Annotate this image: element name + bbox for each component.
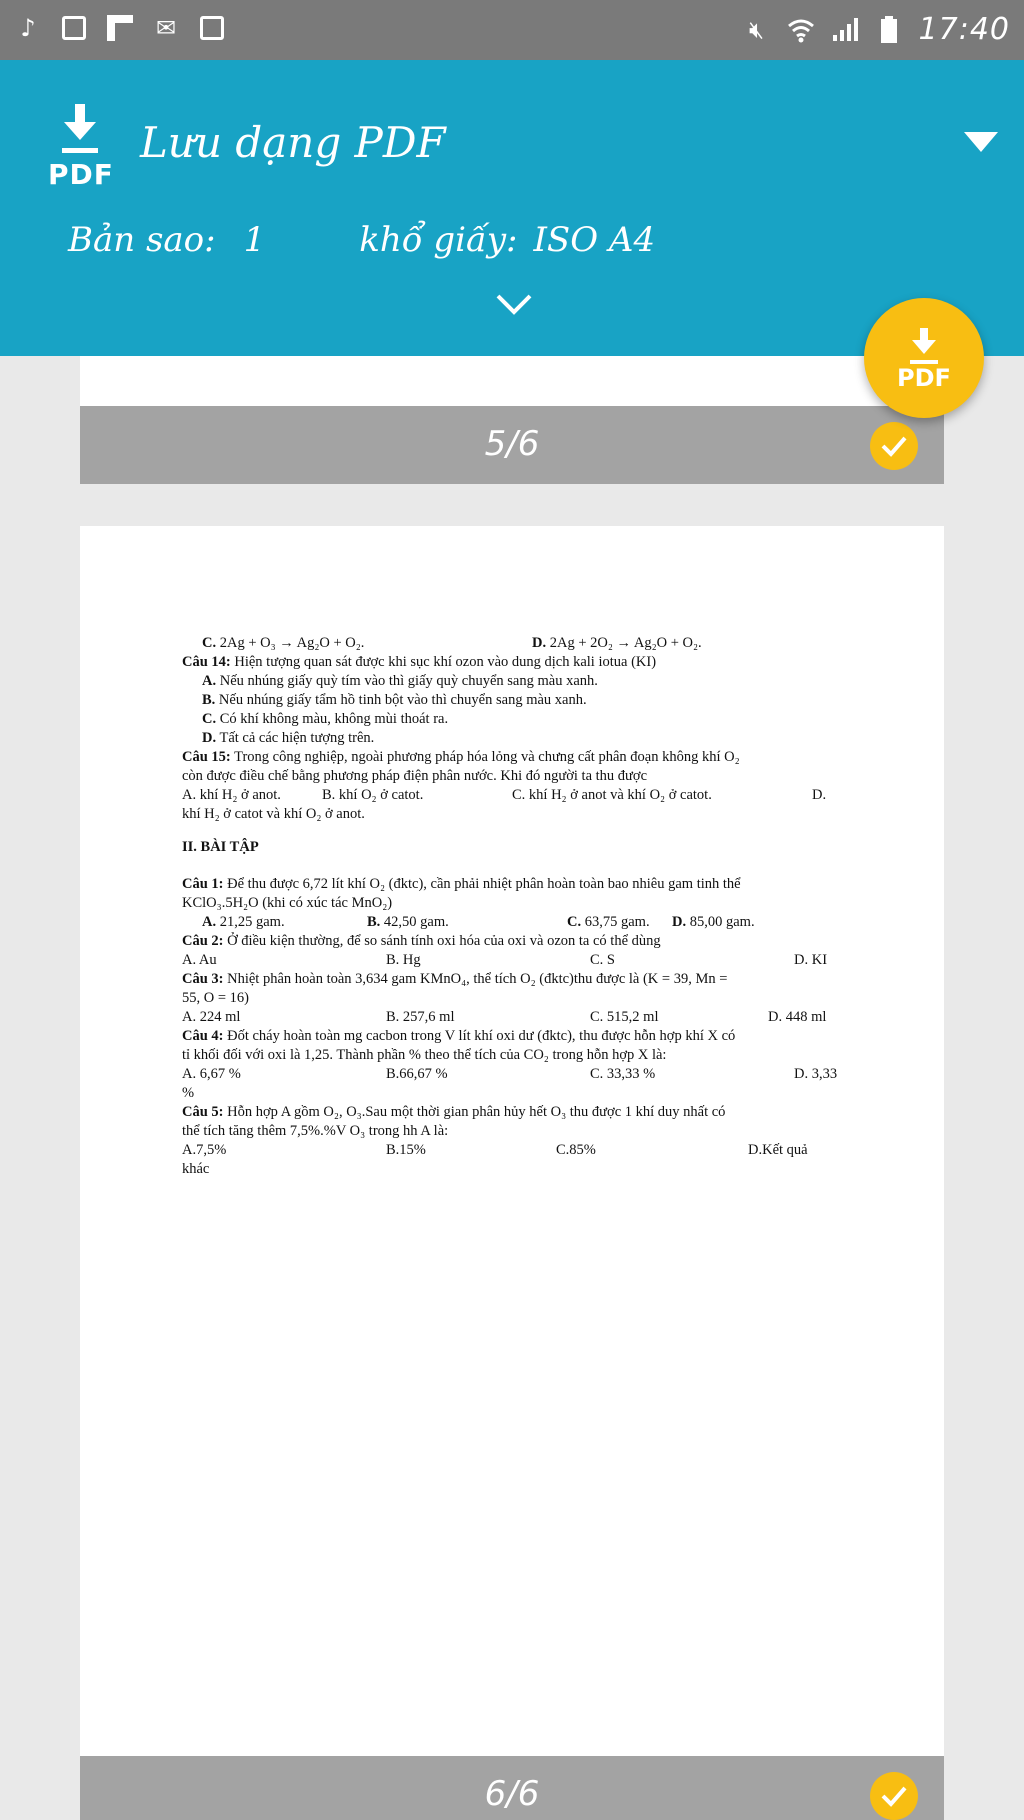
paper-size-label: khổ giấy: [359, 220, 518, 260]
exercise-1: Câu 1: Để thu được 6,72 lít khí O₂ (đktc), cần phải nhiệt phân hoàn toàn bao nhiêu gam tinh thể [182, 876, 741, 892]
pdf-badge-text: PDF [48, 158, 114, 191]
answer: C. Có khí không màu, không mùi thoát ra. [202, 711, 449, 727]
gallery-icon [60, 14, 88, 42]
question-14: Câu 14: Hiện tượng quan sát được khi sục khí ozon vào dung dịch kali iotua (KI) [182, 654, 657, 670]
doc-line: % [182, 1085, 195, 1101]
print-summary[interactable] [68, 220, 655, 260]
answer-row: A. 224 ml B. 257,6 ml C. 515,2 ml D. 448 ml [182, 1009, 827, 1025]
check-icon [880, 434, 908, 458]
system-icons [743, 12, 1010, 47]
doc-line: tỉ khối đối với oxi là 1,25. Thành phần % theo thể tích của CO₂ trong hỗn hợp X là: [182, 1047, 667, 1063]
question-15: Câu 15: Trong công nghiệp, ngoài phương pháp hóa lỏng và chưng cất phân đoạn không khí O₂ [182, 749, 740, 765]
page-selected-checkbox-5[interactable] [870, 422, 918, 470]
answer-row: A. 6,67 % B.66,67 % C. 33,33 % D. 3,33 [182, 1066, 838, 1082]
page-bar-5[interactable] [80, 406, 944, 484]
status-bar [0, 0, 1024, 60]
battery-icon [875, 16, 903, 44]
expand-options-icon[interactable] [494, 292, 534, 316]
page-number-6: 6/6 [484, 1774, 540, 1814]
doc-line: KClO₃.5H₂O (khi có xúc tác MnO₂) [182, 895, 393, 911]
clock: 17:40 [918, 12, 1010, 47]
pdf-printer-badge [48, 104, 112, 200]
doc-line: còn được điều chế bằng phương pháp điện phân nước. Khi đó người ta thu được [182, 768, 648, 784]
download-icon [910, 328, 938, 356]
mute-icon: 🔇︎ [748, 15, 765, 44]
flipboard-icon [106, 14, 134, 42]
clipboard-icon [198, 14, 226, 42]
answer-row: A.7,5% B.15% C.85% D.Kết quả [182, 1142, 808, 1158]
download-icon [62, 104, 98, 144]
doc-line: C. 2Ag + O₃ → Ag₂O + O₂. D. 2Ag + 2O₂ → Ag₂O + O₂. [202, 635, 702, 651]
exercise-2: Câu 2: Ở điều kiện thường, để so sánh tính oxi hóa của oxi và ozon ta có thể dùng [182, 933, 661, 949]
exercise-5: Câu 5: Hỗn hợp A gồm O₂, O₃.Sau một thời gian phân hủy hết O₃ thu được 1 khí duy nhất có [182, 1104, 726, 1120]
notification-icons [14, 14, 226, 42]
copies-label: Bản sao: [68, 220, 216, 260]
doc-line: khác [182, 1161, 210, 1177]
section-heading: II. BÀI TẬP [182, 839, 259, 855]
answer: A. Nếu nhúng giấy quỳ tím vào thì giấy quỳ chuyển sang màu xanh. [202, 673, 598, 689]
answer-row: A. Au B. Hg C. S D. KI [182, 952, 828, 968]
save-pdf-fab[interactable] [864, 298, 984, 418]
print-options-header [0, 60, 1024, 356]
paper-size-value: ISO A4 [533, 220, 656, 260]
wifi-icon [787, 16, 815, 44]
check-icon [880, 1784, 908, 1808]
page-6-content [182, 634, 846, 1179]
exercise-3: Câu 3: Nhiệt phân hoàn toàn 3,634 gam KMnO₄, thể tích O₂ (đktc)thu được là (K = 39, Mn = [182, 971, 728, 987]
doc-line: thể tích tăng thêm 7,5%.%V O₃ trong hh A là: [182, 1123, 449, 1139]
printer-select-title[interactable]: Lưu dạng PDF [140, 118, 446, 167]
mail-icon: ✉ [155, 14, 177, 42]
signal-icon [831, 16, 859, 44]
page-bar-6[interactable] [80, 1756, 944, 1820]
fab-label: PDF [897, 364, 951, 392]
doc-line: khí H₂ ở catot và khí O₂ ở anot. [182, 806, 365, 822]
page-selected-checkbox-6[interactable] [870, 1772, 918, 1820]
page-preview-5[interactable] [80, 356, 944, 406]
answer-row: A. 21,25 gam. B. 42,50 gam. C. 63,75 gam. D. 85,00 gam. [202, 914, 755, 930]
tiktok-icon: ♪ [20, 14, 36, 42]
doc-line: 55, O = 16) [182, 990, 249, 1006]
page-number-5: 5/6 [484, 424, 540, 464]
answer-row: A. khí H₂ ở anot. B. khí O₂ ở catot. C. khí H₂ ở anot và khí O₂ ở catot. D. [182, 787, 827, 803]
exercise-4: Câu 4: Đốt cháy hoàn toàn mg cacbon trong V lít khí oxi dư (đktc), thu được hỗn hợp khí X có [182, 1028, 736, 1044]
copies-value: 1 [243, 220, 266, 260]
chevron-down-icon[interactable] [964, 130, 998, 154]
answer: D. Tất cả các hiện tượng trên. [202, 730, 375, 746]
answer: B. Nếu nhúng giấy tẩm hồ tinh bột vào thì chuyển sang màu xanh. [202, 692, 587, 708]
